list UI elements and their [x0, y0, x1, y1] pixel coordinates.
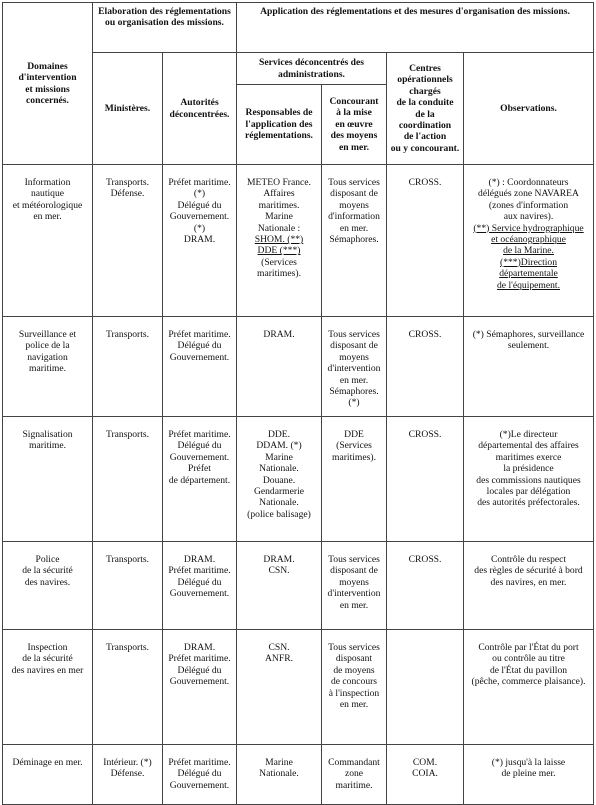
cell-line: COM.	[412, 757, 438, 768]
cell-line: maritime.	[28, 440, 67, 452]
table-row	[3, 745, 594, 805]
cell-line: Tous services	[328, 177, 380, 188]
cell-line: des autorités préfectorales.	[477, 497, 580, 509]
cell-line: Délégué du	[177, 199, 222, 211]
cell-line: déconcentrées.	[169, 108, 230, 120]
cell-line: (*)	[193, 188, 206, 200]
cell-line: Autorités	[180, 97, 219, 109]
cell-line: (pêche, commerce plaisance).	[471, 676, 586, 688]
cell-line: (*) Sémaphores, surveillance	[472, 329, 585, 340]
cell-line: Tous services	[328, 329, 380, 340]
cell-centres	[387, 417, 464, 542]
cell-domaine	[3, 542, 93, 630]
cell-line: départemental des affaires	[478, 440, 579, 452]
cell-line: maritimes.	[258, 199, 300, 211]
cell-autorites	[163, 417, 237, 542]
cell-line: moyens	[339, 199, 369, 211]
cell-line: Information	[24, 177, 71, 188]
cell-line: en mer.	[339, 699, 369, 711]
cell-line: Elaboration des réglementations	[98, 6, 231, 17]
cell-line: Délégué du	[177, 576, 222, 588]
cell-line: de département.	[168, 474, 231, 486]
cell-line: Préfet maritime.	[168, 329, 231, 340]
cell-line: Délégué du	[177, 664, 222, 676]
cell-line: Préfet maritime.	[168, 565, 231, 577]
cell-line: Signalisation	[22, 429, 73, 440]
cell-line: seulement.	[507, 340, 550, 352]
cell-line: Douane.	[262, 474, 296, 486]
cell-line: DRAM.	[183, 642, 216, 653]
header-application	[237, 3, 594, 53]
header-elaboration	[93, 3, 237, 53]
cell-domaine	[3, 417, 93, 542]
cell-observations	[464, 745, 594, 805]
cell-line: de la sécurité	[22, 565, 73, 577]
cell-concourant	[322, 542, 387, 630]
cell-ministeres	[93, 165, 163, 317]
cell-line: Gendarmerie	[253, 486, 305, 498]
cell-line: Affaires	[263, 188, 295, 200]
cell-line: en mer.	[339, 599, 369, 611]
cell-line: Déminage en mer.	[12, 757, 83, 768]
cell-line: Préfet maritime.	[168, 429, 231, 440]
cell-line: Nationale.	[259, 463, 299, 475]
cell-line: Commandant	[328, 757, 380, 768]
cell-observations	[464, 317, 594, 417]
cell-line: Contrôle par l'État du port	[478, 642, 579, 653]
cell-line: moyens	[339, 351, 369, 363]
cell-line: la présidence	[503, 463, 554, 475]
cell-domaine	[3, 745, 93, 805]
cell-line: et océanographique	[491, 234, 566, 246]
cell-autorites	[163, 165, 237, 317]
cell-autorites	[163, 630, 237, 745]
cell-line: départementale	[499, 268, 558, 280]
cell-line: Inspection	[27, 642, 68, 653]
cell-line: opérationnels	[397, 74, 453, 86]
cell-ministeres	[93, 317, 163, 417]
cell-line: CROSS.	[408, 329, 442, 340]
cell-line: COIA.	[412, 768, 438, 780]
cell-line: des règles de sécurité à bord	[474, 565, 583, 577]
cell-line: en œuvre	[335, 118, 373, 130]
cell-line: à l'inspection	[328, 687, 380, 699]
cell-responsables	[237, 165, 322, 317]
cell-line: d'intervention	[327, 588, 381, 600]
cell-line: (*)	[193, 222, 206, 234]
cell-line: et météorologique	[12, 199, 83, 211]
cell-line: en mer.	[339, 222, 369, 234]
cell-line: administrations.	[278, 68, 345, 80]
cell-autorites	[163, 317, 237, 417]
cell-line: nautique	[30, 188, 65, 200]
cell-line: de l'équipement.	[497, 279, 561, 291]
cell-autorites	[163, 542, 237, 630]
missions-table	[2, 2, 594, 805]
cell-line: Préfet maritime.	[168, 757, 231, 768]
cell-line: Délégué du	[177, 440, 222, 452]
cell-line: DDE (***)	[257, 245, 301, 257]
cell-concourant	[322, 745, 387, 805]
cell-line: réglementations.	[245, 130, 313, 142]
cell-line: aux navires).	[503, 211, 554, 223]
cell-line: navigation	[27, 351, 68, 363]
cell-line: disposant de	[330, 565, 378, 577]
cell-line: Transports.	[105, 177, 150, 188]
cell-line: des navires en mer	[11, 664, 84, 676]
cell-line: Gouvernement.	[169, 351, 230, 363]
header-observations	[464, 53, 594, 165]
cell-line: maritime.	[335, 779, 373, 791]
cell-line: d'intervention	[18, 72, 77, 84]
cell-line: Sémaphores.	[329, 234, 379, 246]
cell-line: et missions	[25, 83, 70, 95]
cell-responsables	[237, 630, 322, 745]
cell-line: Nationale :	[257, 222, 301, 234]
cell-line: de la sécurité	[22, 653, 73, 665]
cell-line: DRAM.	[263, 554, 295, 565]
cell-line: des navires, en mer.	[490, 576, 567, 588]
cell-line: Sémaphores.	[329, 386, 379, 398]
cell-line: Préfet	[188, 463, 211, 475]
cell-centres	[387, 317, 464, 417]
cell-centres	[387, 745, 464, 805]
table-row	[3, 317, 594, 417]
cell-line: (Services	[336, 440, 372, 452]
cell-observations	[464, 165, 594, 317]
cell-line: Gouvernement.	[169, 211, 230, 223]
cell-line: des navires.	[24, 576, 71, 588]
cell-ministeres	[93, 417, 163, 542]
cell-line: Application des réglementations et des mesures d'organisation des missions.	[260, 6, 570, 17]
cell-line: (*) jusqu'à la laisse	[491, 757, 566, 768]
cell-line: Services déconcentrés des	[259, 57, 364, 69]
cell-line: DDE	[344, 429, 364, 440]
cell-line: ou organisation des missions.	[105, 17, 224, 29]
cell-responsables	[237, 417, 322, 542]
cell-line: Transports.	[105, 329, 150, 340]
cell-line: ANFR.	[265, 653, 293, 665]
cell-line: de la conduite	[396, 97, 454, 109]
cell-line: de la Marine.	[503, 245, 554, 257]
cell-line: DDAM. (*)	[256, 440, 302, 452]
cell-line: Observations.	[500, 102, 557, 114]
cell-autorites	[163, 745, 237, 805]
cell-concourant	[322, 165, 387, 317]
cell-line: (*)Le directeur	[499, 429, 558, 440]
cell-line: Défense.	[110, 768, 145, 780]
cell-line: Délégué du	[177, 768, 222, 780]
cell-line: moyens	[339, 576, 369, 588]
cell-line: de concours	[330, 676, 378, 688]
cell-line: Gouvernement.	[169, 451, 230, 463]
cell-line: coordination	[398, 119, 452, 131]
cell-line: des commissions nautiques	[476, 474, 581, 486]
cell-line: Préfet maritime.	[168, 653, 231, 665]
cell-domaine	[3, 630, 93, 745]
header-domains	[3, 3, 93, 165]
cell-concourant	[322, 630, 387, 745]
cell-line: Responsables de	[245, 107, 313, 119]
header-responsables	[237, 85, 322, 165]
cell-line: DRAM.	[263, 329, 295, 340]
cell-line: Centres	[409, 62, 441, 74]
cell-line: (Services	[261, 256, 297, 268]
cell-line: Intérieur. (*)	[103, 757, 152, 768]
cell-line: ou contrôle au titre	[492, 653, 565, 665]
cell-line: en mer.	[339, 374, 369, 386]
cell-line: maritimes exerce	[495, 451, 562, 463]
cell-line: ou y concourant.	[390, 142, 460, 154]
cell-line: disposant	[335, 653, 373, 665]
cell-line: DRAM.	[183, 234, 216, 246]
cell-line: CSN.	[268, 565, 290, 577]
cell-line: Ministères.	[104, 102, 151, 114]
cell-line: SHOM. (**)	[254, 234, 304, 246]
cell-line: CROSS.	[408, 177, 442, 188]
cell-line: maritimes).	[332, 451, 376, 463]
cell-line: CSN.	[268, 642, 290, 653]
cell-line: Préfet maritime.	[168, 177, 231, 188]
cell-line: Défense.	[110, 188, 145, 200]
cell-centres	[387, 630, 464, 745]
header-autorites	[163, 53, 237, 165]
cell-line: disposant de	[330, 188, 378, 200]
table-row	[3, 542, 594, 630]
cell-line: (*) : Coordonnateurs	[488, 177, 569, 188]
cell-line: Concourant	[329, 95, 379, 107]
cell-line: (**) Service hydrographique	[473, 222, 584, 234]
cell-line: délégués zone NAVAREA	[478, 188, 579, 200]
cell-line: de l'action	[403, 131, 447, 143]
cell-responsables	[237, 542, 322, 630]
cell-ministeres	[93, 745, 163, 805]
cell-observations	[464, 417, 594, 542]
cell-domaine	[3, 165, 93, 317]
cell-centres	[387, 165, 464, 317]
cell-line: CROSS.	[408, 429, 442, 440]
cell-line: Transports.	[105, 554, 150, 565]
table-row	[3, 165, 594, 317]
cell-line: Gouvernement.	[169, 588, 230, 600]
cell-line: Police	[35, 554, 60, 565]
cell-line: de la	[415, 108, 435, 120]
cell-line: de l'État du pavillon	[489, 664, 568, 676]
header-ministeres	[93, 53, 163, 165]
cell-line: de moyens	[333, 664, 375, 676]
cell-line: (police balisage)	[247, 508, 311, 520]
cell-line: Gouvernement.	[169, 676, 230, 688]
cell-line: DDE.	[267, 429, 291, 440]
cell-line: l'application des	[245, 118, 313, 130]
header-concourant	[322, 85, 387, 165]
cell-line: maritimes).	[257, 268, 301, 280]
cell-line: Nationale.	[259, 768, 299, 780]
cell-line: Surveillance et	[18, 329, 77, 340]
cell-line: Marine	[265, 451, 293, 463]
cell-line: en mer.	[33, 211, 62, 223]
cell-observations	[464, 542, 594, 630]
cell-ministeres	[93, 630, 163, 745]
cell-line: d'intervention	[327, 363, 381, 375]
cell-concourant	[322, 417, 387, 542]
cell-line: zone	[344, 768, 364, 780]
table-row	[3, 417, 594, 542]
cell-responsables	[237, 745, 322, 805]
cell-ministeres	[93, 542, 163, 630]
cell-line: à la mise	[336, 107, 372, 119]
table-row	[3, 630, 594, 745]
cell-line: Tous services	[328, 642, 380, 653]
cell-responsables	[237, 317, 322, 417]
cell-line: Contrôle du respect	[490, 554, 567, 565]
cell-observations	[464, 630, 594, 745]
cell-line: Marine	[265, 211, 293, 223]
cell-line: CROSS.	[408, 554, 442, 565]
cell-line: locales par délégation	[486, 486, 571, 498]
cell-line: (***)Direction	[500, 256, 558, 268]
header-centres	[387, 53, 464, 165]
cell-line: (zones d'information	[488, 199, 569, 211]
cell-line: disposant de	[330, 340, 378, 352]
header-services	[237, 53, 387, 85]
cell-line: d'information	[328, 211, 380, 223]
cell-line: Marine	[265, 757, 293, 768]
cell-line: Transports.	[105, 429, 150, 440]
cell-line: METEO France.	[247, 177, 311, 188]
cell-concourant	[322, 317, 387, 417]
cell-domaine	[3, 317, 93, 417]
cell-line: de pleine mer.	[501, 768, 556, 780]
cell-line: en mer.	[338, 141, 370, 153]
cell-line: Transports.	[105, 642, 150, 653]
cell-line: Nationale.	[259, 497, 299, 509]
cell-line: chargés	[409, 85, 441, 97]
cell-line: police de la	[25, 340, 70, 352]
cell-line: Délégué du	[177, 340, 222, 352]
cell-line: concernés.	[26, 94, 69, 106]
cell-line: maritime.	[28, 363, 67, 375]
cell-line: DRAM.	[183, 554, 216, 565]
cell-centres	[387, 542, 464, 630]
cell-line: Domaines	[27, 60, 68, 72]
cell-line: (*)	[348, 397, 360, 409]
cell-line: des moyens	[330, 130, 378, 142]
cell-line: Tous services	[328, 554, 380, 565]
cell-line: Gouvernement.	[169, 779, 230, 791]
